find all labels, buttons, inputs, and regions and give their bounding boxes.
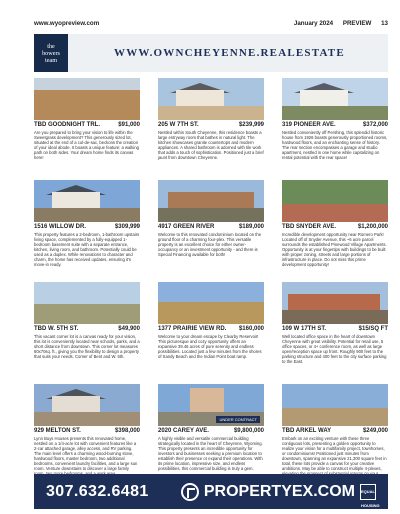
bowers-team-logo [34, 34, 68, 72]
listing-description: Welcome to your dream escape by Clearby Reservoir! This picturesque and cozy opportunity offers an expansive 39.46 acres of pure serenity and endless possibilities. Located just a few minutes from the shores of Sandy Beach and the Indian Point boat ramp. [158, 334, 262, 359]
listing-card[interactable] [34, 180, 140, 266]
listing-price: $91,000 [118, 122, 140, 128]
listing-price: $398,000 [114, 428, 140, 434]
issue-info [286, 20, 388, 27]
listing-description: Are you prepared to bring your vision to life within the Sweetgrass development? This generously sized lot, situated at the end of a cul-de-sac, beckons the creation of your ideal abode. It boasts a unique feature: a walking path on both sides. Your dream home finds its canvas here! [34, 130, 139, 160]
listing-photo [158, 180, 264, 222]
footer-bar [34, 474, 388, 509]
listing-photo [282, 384, 388, 426]
listing-photo [282, 282, 388, 324]
listing-title: TBD ARKEL WAY [282, 428, 332, 434]
listing-title: 929 MELTON ST. [34, 428, 81, 434]
listing-price: $1,200,000 [357, 224, 388, 230]
publication-site: www.wyopreview.com [34, 19, 100, 27]
listing-price: $239,999 [238, 122, 264, 128]
property-exchange-icon [181, 483, 199, 501]
page-number: 13 [381, 19, 388, 27]
listing-description: A highly visible and versatile commercial building strategically located in the heart of Cheyenne, Wyoming. This property presents an incredible opportunity for investors and businesses seeking a premium location to establish their presence or expand their operations. With its prime location, impressive size, and endless possibilities, this commercial building is truly a gem. [158, 436, 263, 471]
listing-description: Welcome to this renovated condominium located on the ground floor of a charming four-plex. This versatile property is an excellent choice for either owner-occupancy or an investment opportunity - and there is Special Financing available for both! [158, 232, 262, 257]
listing-title: 319 PIONEER AVE. [282, 122, 336, 128]
equal-housing-icon: EQUAL HOUSING [360, 484, 376, 500]
listing-card[interactable] [158, 384, 264, 470]
listing-photo [282, 180, 388, 222]
listing-price: $9,800,000 [233, 428, 264, 434]
listing-price: $309,999 [114, 224, 140, 230]
listing-card[interactable] [158, 180, 264, 266]
listing-photo [158, 78, 264, 120]
listing-title: 109 W 17TH ST. [282, 326, 327, 332]
listing-description: This property features a 2-bedroom, 1-bathroom upstairs living space, complemented by a fully-equipped 1-bedroom basement suite with a separate entrance, kitchen, living room, and bathroom. Potentially could be used as a duplex. While renovations to character and charm, the home has received updates, ensuring it's move-in ready. [34, 232, 140, 267]
listing-title: 4917 GREEN RIVER [158, 224, 215, 230]
listing-title: TBD W. 5TH ST. [34, 326, 79, 332]
listing-title: 205 W 7TH ST. [158, 122, 199, 128]
listing-price: $189,000 [238, 224, 264, 230]
header-banner [34, 34, 388, 72]
listing-description: This vacant corner lot is a canvas ready for your vision, this lot is conveniently located near schools, parks, and a short distance from downtown. This corner lot measures 60x70sq. ft., giving you the flexibility to design a property that suits your needs. Corner of Bent and W. 5th. [34, 334, 140, 359]
top-bar [34, 16, 388, 30]
listing-description: Lynn Buys Houses presents this renovated home, nestled on a 1/4-acre lot with convenient features like a 2-car attached garage, alley access, and RV parking. The main level offers a charming wood-burning stove, hardwood floors, master bedroom, two additional bedrooms, convenient laundry facilities, and a large sun room. Venture downstairs to discover a large family [34, 436, 138, 471]
section-name: PREVIEW [342, 19, 372, 27]
listing-title: TBD SNYDER AVE. [282, 224, 337, 230]
listing-card[interactable] [282, 282, 388, 368]
listing-card[interactable] [158, 78, 264, 164]
footer-site-text: PROPERTYEX.COM [203, 482, 355, 500]
listing-card[interactable] [34, 384, 140, 470]
listing-card[interactable] [282, 384, 388, 470]
listing-description: Well located office space in the heart of downtown Cheyenne with great visibility. Potential for retail use, 5 office spaces, or 4+ conference room, as well as large open/reception space up front. Roughly 900 feet to the parking structure and 400 feet to the city surface parking to the East. [282, 334, 387, 364]
listing-description: Nestled conveniently off Pershing, this splendid historic house from 1926 boasts generously proportioned rooms, hardwood floors, and an enchanting sense of history. The rear section encompasses a garage and studio apartment, nestled in one home while capitalizing on rental potential with the rear space! [282, 130, 388, 160]
listing-description: Embark on an exciting venture with these three contiguous lots, presenting a golden opportunity to realize your vision for a multifamily project, townhomes, or condominiums! Positioned just minutes from downtown, spanning an expansive 21,300 square feet in total, these lots provide a canvas for your creative ambitions. May be able to construct multiple 4-plexes, [282, 436, 387, 471]
footer-site[interactable] [181, 482, 380, 508]
listing-card[interactable] [34, 282, 140, 368]
listing-title: 2020 CAREY AVE. [158, 428, 209, 434]
listing-description: Nestled within South Cheyenne, this residence boasts a large entryway room that bathes in natural light. The kitchen showcases granite countertops and modern appliances. A shared bathroom is adorned with tile work that adds a touch of sophistication. Positioned just a brief jaunt from downtown Cheyenne. [158, 130, 264, 160]
listing-price: $372,000 [362, 122, 388, 128]
issue-date: January 2024 [293, 19, 334, 27]
listing-photo [282, 78, 388, 120]
listing-price: $15/SQ FT [358, 326, 388, 332]
listing-description: Incredible development opportunity near Romero Park! Located off of Snyder Avenue, this ~6 acre parcel surrounds the established Pinewood Village Apartments. Opportunity is at your fingertips with buildings to be built with proper zoning, streets and large portions of infrastructure in place. Do not miss this prime development opportunity! [282, 232, 387, 267]
listing-photo [34, 282, 140, 324]
listing-price: $49,900 [118, 326, 140, 332]
phone-number[interactable]: 307.632.6481 [46, 482, 149, 500]
logo-line: bowers [42, 49, 60, 57]
listing-photo [34, 180, 140, 222]
listing-card[interactable] [282, 78, 388, 164]
listing-price: $160,000 [238, 326, 264, 332]
header-url: WWW.OWNCHEYENNE.REALESTATE [114, 47, 345, 59]
logo-line: team [44, 56, 58, 64]
listing-photo [158, 384, 264, 426]
listing-card[interactable] [158, 282, 264, 368]
under-contract-badge: UNDER CONTRACT [216, 416, 260, 423]
listing-title: 1377 PRAIRIE VIEW RD. [158, 326, 227, 332]
logo-line: the [47, 42, 55, 50]
listing-photo [158, 282, 264, 324]
listing-photo [34, 78, 140, 120]
listing-card[interactable] [34, 78, 140, 164]
listing-title: 1516 WILLOW DR. [34, 224, 87, 230]
listing-card[interactable] [282, 180, 388, 266]
listing-title: TBD GOODNIGHT TRL. [34, 122, 100, 128]
listing-price: $249,000 [362, 428, 388, 434]
listing-photo [34, 384, 140, 426]
